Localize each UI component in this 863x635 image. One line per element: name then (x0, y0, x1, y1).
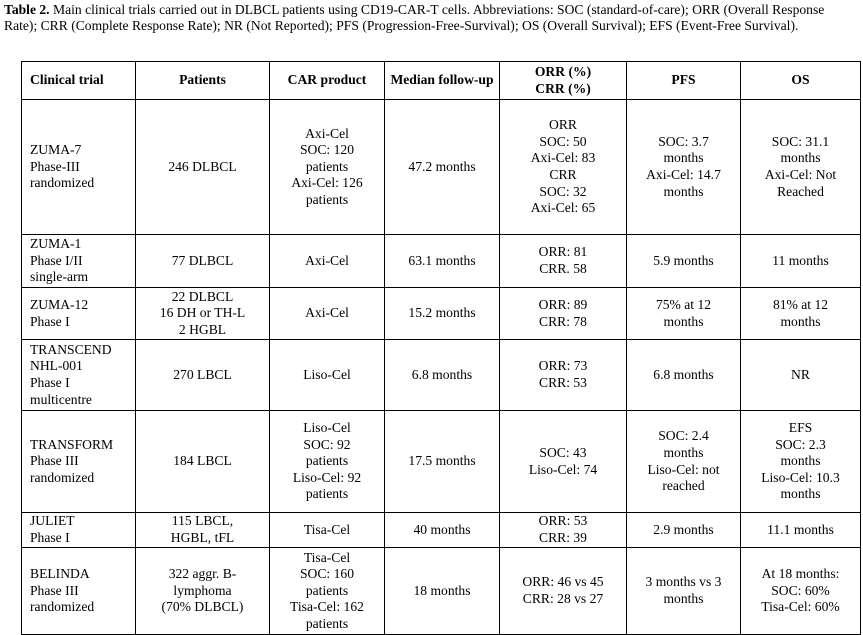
cell-os (741, 411, 861, 513)
cell-line: months (663, 444, 704, 460)
cell-line: ZUMA-7 (30, 142, 82, 158)
cell-line: TRANSFORM (30, 436, 114, 452)
cell-pfs (627, 100, 741, 235)
cell-line: Tisa-Cel: 162 (290, 599, 364, 615)
cell-line: SOC: 120 (299, 142, 354, 158)
cell-line: CRR (549, 167, 577, 182)
cell-line: ORR: 81 (538, 244, 588, 260)
cell-os (741, 100, 861, 235)
cell-line: 184 LBCL (173, 453, 232, 469)
cell-line: SOC: 2.3 (775, 436, 826, 452)
cell-clinical-trial (22, 340, 136, 411)
cell-os (741, 288, 861, 340)
cell-line: CRR (%) (535, 80, 591, 96)
cell-line: 6.8 months (411, 366, 473, 382)
cell-line: SOC: 3.7 (658, 133, 709, 149)
cell-line: patients (305, 615, 349, 631)
cell-line: Liso-Cel: 74 (528, 461, 598, 477)
cell-os (741, 513, 861, 548)
header-median-follow-up (385, 62, 500, 100)
cell-line: Phase I (30, 313, 70, 329)
cell-line: 246 DLBCL (168, 158, 237, 174)
cell-line: SOC: 92 (303, 436, 351, 452)
cell-car-product (270, 235, 385, 288)
cell-line: JULIET (30, 513, 75, 529)
cell-line: TRANSCEND (30, 341, 112, 357)
cell-line: PFS (671, 72, 696, 88)
cell-line: BELINDA (30, 566, 90, 582)
cell-line: NR (791, 366, 810, 382)
cell-pfs (627, 513, 741, 548)
cell-line: SOC: 43 (539, 444, 587, 460)
cell-line: randomized (30, 175, 95, 191)
cell-clinical-trial (22, 513, 136, 548)
cell-line: 5.9 months (653, 252, 714, 268)
cell-orr-crr (500, 100, 627, 235)
cell-line: months (780, 150, 821, 166)
cell-patients (136, 548, 270, 635)
cell-line: Phase-III (30, 158, 80, 174)
table-row (22, 411, 861, 513)
cell-line: Phase I/II (30, 252, 83, 268)
cell-line: 63.1 months (408, 252, 476, 268)
cell-os (741, 235, 861, 288)
table-row (22, 235, 861, 288)
cell-line: At 18 months: (761, 566, 840, 582)
cell-orr-crr (500, 513, 627, 548)
cell-line: Liso-Cel: 10.3 (761, 469, 840, 485)
header-pfs (627, 62, 741, 100)
cell-line: CAR product (287, 72, 367, 88)
cell-line: months (780, 313, 821, 329)
cell-patients (136, 513, 270, 548)
cell-line: patients (305, 582, 349, 598)
cell-line: 47.2 months (408, 158, 476, 174)
cell-line: 270 LBCL (173, 366, 232, 382)
cell-line: CRR: 28 vs 27 (522, 591, 604, 606)
cell-line: Median follow-up (390, 72, 494, 88)
cell-orr-crr (500, 411, 627, 513)
cell-line: Axi-Cel: 83 (530, 150, 596, 166)
table-row (22, 288, 861, 340)
cell-car-product (270, 288, 385, 340)
cell-line: months (780, 453, 821, 469)
cell-line: patients (305, 486, 349, 502)
cell-line: HGBL, tFL (170, 530, 235, 545)
header-clinical-trial (22, 62, 136, 100)
header-orr-crr (500, 62, 627, 100)
cell-line: Liso-Cel (303, 420, 351, 436)
cell-line: months (663, 313, 704, 329)
cell-pfs (627, 411, 741, 513)
cell-line: Axi-Cel: 14.7 (646, 167, 721, 182)
cell-orr-crr (500, 235, 627, 288)
cell-line: 22 DLBCL (171, 288, 234, 304)
cell-line: lymphoma (173, 582, 232, 598)
cell-line: Tisa-Cel (303, 521, 351, 537)
cell-line: 11.1 months (767, 521, 834, 537)
cell-median-follow-up (385, 411, 500, 513)
cell-line: 18 months (413, 582, 471, 598)
cell-line: Reached (777, 183, 824, 199)
cell-line: multicentre (30, 391, 92, 407)
cell-line: ORR: 46 vs 45 (522, 574, 604, 590)
cell-pfs (627, 235, 741, 288)
table-caption (4, 2, 860, 34)
cell-line: randomized (30, 469, 95, 485)
cell-orr-crr (500, 288, 627, 340)
header-patients (136, 62, 270, 100)
clinical-trials-table (21, 61, 861, 635)
cell-line: patients (305, 191, 349, 207)
cell-line: single-arm (30, 269, 89, 285)
cell-line: Liso-Cel (303, 366, 351, 382)
cell-line: 16 DH or TH-L (159, 305, 246, 321)
cell-line: ORR: 53 (538, 513, 588, 529)
cell-line: months (663, 183, 704, 199)
cell-line: EFS (788, 420, 813, 436)
cell-median-follow-up (385, 235, 500, 288)
cell-line: ZUMA-1 (30, 236, 82, 252)
cell-line: randomized (30, 599, 95, 615)
cell-line: Axi-Cel (305, 305, 349, 321)
cell-line: Axi-Cel: 65 (530, 200, 596, 216)
cell-line: OS (791, 72, 810, 88)
cell-median-follow-up (385, 288, 500, 340)
cell-car-product (270, 100, 385, 235)
cell-line: patients (305, 453, 349, 469)
cell-orr-crr (500, 340, 627, 411)
cell-patients (136, 411, 270, 513)
caption-text: Main clinical trials carried out in DLBCL patients using CD19-CAR-T cells. Abbreviations: SOC (standard-of-care); ORR (Overall Response Rate); CRR (Complete Response Rate); NR (Not Reported); PFS (Progression-Free-Survival); OS (Overall Survival); EFS (Event-Free Survival). (4, 2, 825, 33)
cell-line: ORR: 73 (538, 358, 588, 374)
cell-clinical-trial (22, 288, 136, 340)
header-car-product (270, 62, 385, 100)
cell-line: ORR (549, 117, 577, 133)
cell-car-product (270, 411, 385, 513)
cell-line: SOC: 31.1 (771, 133, 830, 149)
table-row (22, 340, 861, 411)
cell-os (741, 340, 861, 411)
cell-pfs (627, 340, 741, 411)
cell-car-product (270, 513, 385, 548)
cell-line: 15.2 months (408, 305, 476, 321)
caption-label: Table 2. (4, 2, 50, 17)
cell-line: 11 months (772, 252, 829, 268)
cell-line: Axi-Cel: Not (764, 167, 837, 182)
cell-line: CRR: 78 (539, 313, 587, 329)
cell-clinical-trial (22, 411, 136, 513)
table-row (22, 513, 861, 548)
cell-line: SOC: 160 (299, 566, 354, 582)
cell-line: 322 aggr. B- (168, 566, 237, 582)
cell-line: Phase III (30, 582, 79, 598)
cell-line: 17.5 months (408, 453, 476, 469)
cell-line: Tisa-Cel: 60% (761, 599, 840, 615)
cell-line: CRR: 53 (539, 375, 587, 390)
cell-line: 115 LBCL, (171, 513, 234, 529)
cell-line: ZUMA-12 (30, 296, 89, 312)
cell-line: Phase I (30, 375, 70, 390)
cell-line: (70% DLBCL) (161, 599, 244, 615)
cell-line: SOC: 2.4 (658, 428, 709, 444)
cell-line: 40 months (413, 521, 471, 537)
cell-line: 3 months vs 3 (645, 574, 722, 590)
cell-pfs (627, 548, 741, 635)
cell-line: SOC: 50 (539, 133, 587, 149)
cell-clinical-trial (22, 235, 136, 288)
cell-line: Axi-Cel (305, 252, 349, 268)
cell-median-follow-up (385, 548, 500, 635)
cell-median-follow-up (385, 340, 500, 411)
cell-patients (136, 235, 270, 288)
cell-line: 2.9 months (653, 521, 714, 537)
cell-clinical-trial (22, 548, 136, 635)
cell-line: Phase III (30, 453, 79, 469)
cell-line: SOC: 32 (539, 183, 587, 199)
cell-line: NHL-001 (30, 358, 83, 374)
cell-line: Axi-Cel (305, 125, 349, 141)
table-row (22, 100, 861, 235)
cell-line: SOC: 60% (771, 582, 830, 598)
cell-median-follow-up (385, 513, 500, 548)
cell-car-product (270, 548, 385, 635)
cell-orr-crr (500, 548, 627, 635)
cell-line: 81% at 12 (772, 296, 829, 312)
cell-line: months (663, 150, 704, 166)
cell-line: CRR. 58 (539, 261, 587, 276)
cell-median-follow-up (385, 100, 500, 235)
cell-line: Patients (179, 72, 226, 88)
table-header-row (22, 62, 861, 100)
cell-line: 2 HGBL (178, 321, 227, 337)
table-row (22, 548, 861, 635)
cell-line: Liso-Cel: not (647, 461, 720, 477)
table-body (22, 100, 861, 635)
cell-os (741, 548, 861, 635)
cell-pfs (627, 288, 741, 340)
cell-line: 75% at 12 (655, 296, 712, 312)
cell-patients (136, 340, 270, 411)
cell-line: 6.8 months (653, 366, 714, 382)
cell-line: Tisa-Cel (303, 549, 351, 565)
cell-patients (136, 100, 270, 235)
cell-line: reached (662, 478, 705, 494)
cell-line: ORR: 89 (538, 296, 588, 312)
cell-patients (136, 288, 270, 340)
header-os (741, 62, 861, 100)
cell-line: ORR (%) (534, 63, 592, 79)
cell-line: CRR: 39 (539, 530, 587, 545)
cell-line: months (663, 591, 704, 606)
cell-line: Phase I (30, 530, 70, 545)
cell-line: Axi-Cel: 126 (291, 175, 363, 191)
cell-line: Liso-Cel: 92 (292, 469, 362, 485)
cell-clinical-trial (22, 100, 136, 235)
cell-line: months (780, 486, 821, 502)
cell-car-product (270, 340, 385, 411)
cell-line: 77 DLBCL (171, 252, 234, 268)
cell-line: Clinical trial (30, 72, 104, 88)
cell-line: patients (305, 158, 349, 174)
